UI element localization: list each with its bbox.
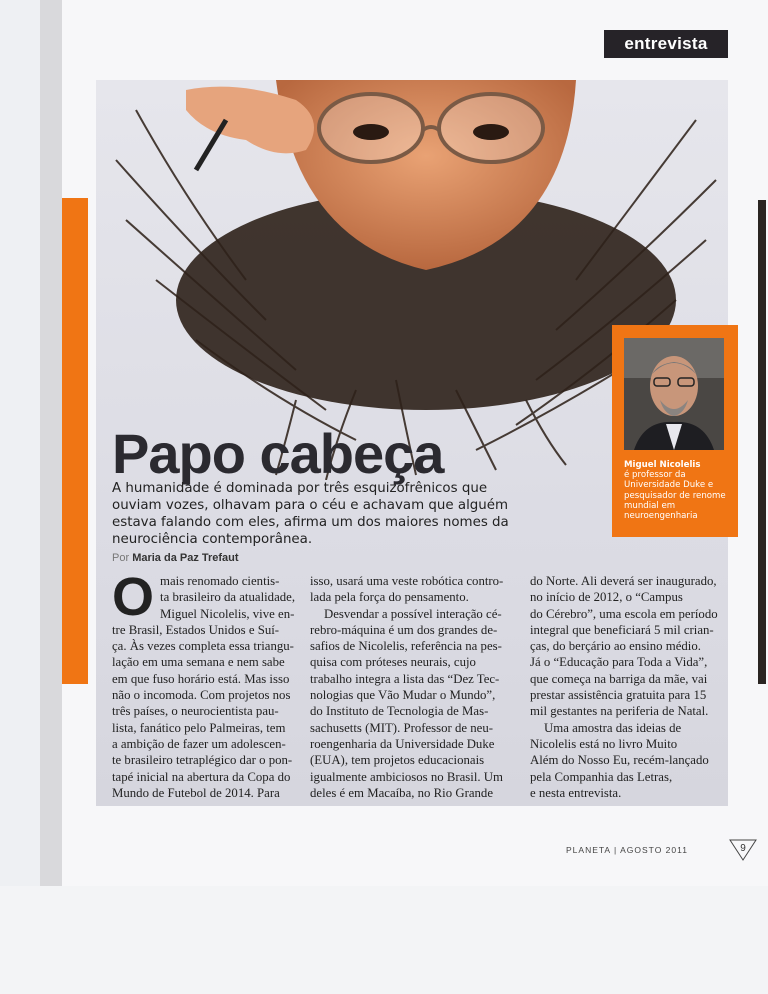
body-line: Uma amostra das ideias de bbox=[544, 720, 682, 735]
body-column-2 bbox=[310, 573, 518, 801]
body-line: lista, fanático pelo Palmeiras, tem bbox=[112, 720, 286, 735]
article-subtitle: A humanidade é dominada por três esquizofrênicos que ouviam vozes, olhavam para o céu e achavam que alguém estava falando com eles, afirma um dos maiores nomes da neurociência contemporânea. bbox=[112, 481, 509, 547]
body-line: a ambição de fazer um adolescen- bbox=[112, 736, 286, 751]
body-line: Desvendar a possível interação cé- bbox=[324, 606, 502, 621]
body-line: lação em uma semana e nem sabe bbox=[112, 655, 285, 670]
body-line: que começa na barriga da mãe, vai bbox=[530, 671, 708, 686]
body-line: nologias que Vão Mudar o Mundo”, bbox=[310, 688, 496, 703]
body-line: te brasileiro tetraplégico dar o pon- bbox=[112, 753, 293, 768]
body-line: lada pela força do pensamento. bbox=[310, 590, 469, 605]
body-line: safios de Nicolelis, referência na pes- bbox=[310, 639, 502, 654]
article-title: Papo cabeça bbox=[112, 422, 444, 485]
body-line: trabalho integra a lista das “Dez Tec- bbox=[310, 671, 500, 686]
body-line: rebro-máquina é um dos grandes de- bbox=[310, 622, 498, 637]
body-column-3 bbox=[530, 573, 728, 801]
body-line: deles é em Macaíba, no Rio Grande bbox=[310, 785, 493, 800]
body-line: Já o “Educação para Toda a Vida”, bbox=[530, 655, 708, 670]
body-line: do Norte. Ali deverá ser inaugurado, bbox=[530, 574, 717, 588]
page-number: 9 bbox=[740, 843, 746, 854]
next-page-edge bbox=[758, 200, 766, 684]
body-line: ças, do berçário ao ensino médio. bbox=[530, 639, 701, 654]
body-line: do Cérebro”, uma escola em período bbox=[530, 606, 718, 621]
body-line: sachusetts (MIT). Professor de neu- bbox=[310, 720, 494, 735]
body-line: (EUA), tem projetos educacionais bbox=[310, 753, 485, 768]
scan-background bbox=[0, 886, 768, 994]
page-binding-shadow bbox=[40, 0, 62, 886]
body-line: ça. Às vezes completa essa triangu- bbox=[112, 639, 294, 654]
body-line: ta brasileiro da atualidade, bbox=[160, 590, 296, 605]
body-line: pela Companhia das Letras, bbox=[530, 769, 673, 784]
body-line: e nesta entrevista. bbox=[530, 785, 622, 800]
scan-gutter bbox=[0, 0, 40, 994]
profile-caption bbox=[624, 460, 734, 521]
body-line: tapé inicial na abertura da Copa do bbox=[112, 769, 291, 784]
byline-prefix: Por bbox=[112, 552, 130, 564]
body-line: do Instituto de Tecnologia de Mas- bbox=[310, 704, 489, 719]
body-line: em que fuso horário está. Mas isso bbox=[112, 671, 290, 686]
body-line: Além do Nosso Eu, recém-lançado bbox=[530, 753, 709, 768]
body-line: prestar assistência gratuita para 15 bbox=[530, 688, 707, 703]
body-line: igualmente ambiciosos no Brasil. Um bbox=[310, 769, 503, 784]
profile-photo bbox=[624, 338, 724, 450]
body-line: tre Brasil, Estados Unidos e Suí- bbox=[112, 622, 280, 637]
body-line: não o incomoda. Com projetos nos bbox=[112, 688, 291, 703]
body-line: mil gestantes na periferia de Natal. bbox=[530, 704, 709, 719]
byline bbox=[112, 552, 239, 564]
body-line: integral que beneficiará 5 mil crian- bbox=[530, 622, 714, 637]
body-line: Mundo de Futebol de 2014. Para bbox=[112, 785, 280, 800]
body-line: Nicolelis está no livro Muito bbox=[530, 736, 678, 751]
portrait-image bbox=[624, 338, 724, 450]
body-line: mais renomado cientis- bbox=[160, 574, 280, 588]
body-line: Miguel Nicolelis, vive en- bbox=[160, 606, 295, 621]
byline-author: Maria da Paz Trefaut bbox=[132, 552, 239, 564]
body-line: quisa com próteses neurais, cujo bbox=[310, 655, 476, 670]
accent-bar bbox=[62, 198, 88, 684]
body-line: no início de 2012, o “Campus bbox=[530, 590, 683, 605]
section-tag: entrevista bbox=[604, 30, 728, 58]
body-line: roengenharia da Universidade Duke bbox=[310, 736, 495, 751]
profile-description: é professor da Universidade Duke e pesquisador de renome mundial em neuroengenharia bbox=[624, 470, 726, 522]
body-line: isso, usará uma veste robótica contro- bbox=[310, 574, 504, 588]
body-line: três países, o neurocientista pau- bbox=[112, 704, 279, 719]
drop-cap: O bbox=[112, 567, 155, 627]
body-column-1 bbox=[112, 567, 298, 801]
page-number-badge bbox=[728, 838, 758, 862]
profile-name: Miguel Nicolelis bbox=[624, 460, 701, 470]
page-footer: PLANETA | AGOSTO 2011 bbox=[566, 845, 688, 855]
